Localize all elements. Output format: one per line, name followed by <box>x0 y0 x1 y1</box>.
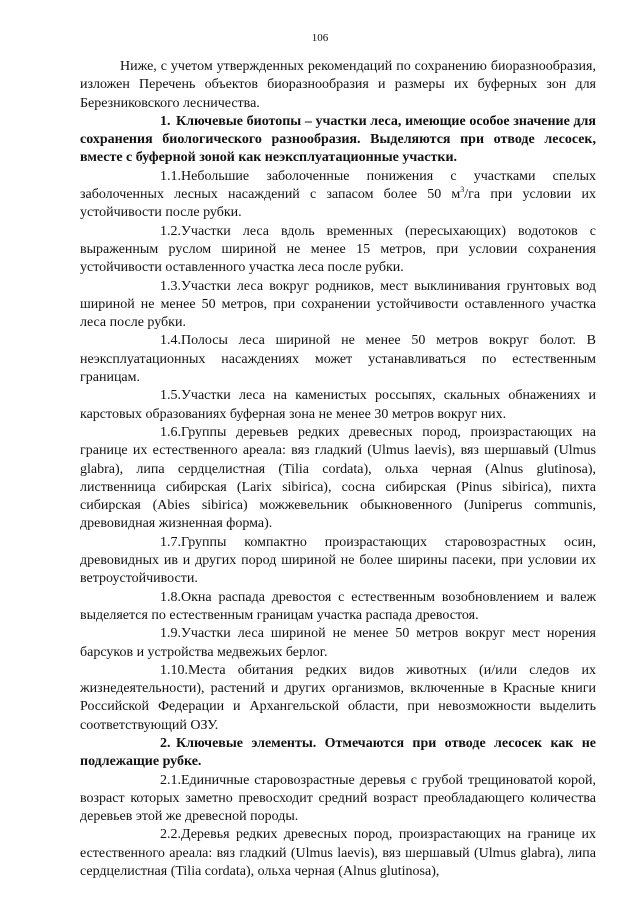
section-1-number: 1. <box>160 113 171 129</box>
item-1-3 <box>80 278 596 333</box>
item-number: 1.5. <box>160 388 181 404</box>
section-2-heading <box>80 735 596 772</box>
item-text: Небольшие заболоченные понижения с участками спелых заболоченных лесных насаждений с запасом более 50 м <box>80 168 596 203</box>
item-number: 1.10. <box>160 662 188 678</box>
item-number: 1.9. <box>160 626 181 642</box>
item-text: Участки леса шириной не менее 50 метров вокруг мест норения барсуков и устройства медвежьих берлог. <box>80 626 596 660</box>
item-1-5 <box>80 387 596 424</box>
document-body <box>80 58 596 881</box>
item-number: 2.1. <box>160 772 181 788</box>
item-number: 1.7. <box>160 534 181 550</box>
item-1-1 <box>80 168 596 223</box>
section-1-text: Ключевые биотопы – участки леса, имеющие особое значение для сохранения биологического разнообразия. Выделяются при отводе лесосек, вместе с буферной зоной как неэксплуатационные участки. <box>80 113 596 166</box>
item-text: Полосы леса шириной не менее 50 метров вокруг болот. В неэксплуатационных насаждениях может устанавливаться по естественным границам. <box>80 333 596 386</box>
item-text: /га при условии их устойчивости после рубки. <box>80 187 596 221</box>
item-1-4 <box>80 332 596 387</box>
item-1-10 <box>80 662 596 735</box>
section-2-text: Ключевые элементы. Отмечаются при отводе лесосек как не подлежащие рубке. <box>80 735 596 770</box>
intro-paragraph: Ниже, с учетом утвержденных рекомендаций по сохранению биоразнообразия, изложен Перечень объектов биоразнообразия и размеры их буферных зон для Березниковского лесничества. <box>80 59 596 111</box>
item-number: 1.4. <box>160 333 181 349</box>
item-number: 1.6. <box>160 424 181 440</box>
item-1-9 <box>80 625 596 662</box>
item-text: Участки леса на каменистых россыпях, скальных обнажениях и карстовых образованиях буферная зона не менее 30 метров вокруг них. <box>80 388 596 422</box>
item-text: Окна распада древостоя с естественным возобновлением и валеж выделяется по естественным границам участка распада древостоя. <box>80 589 596 623</box>
section-1-heading <box>80 113 596 168</box>
item-number: 1.3. <box>160 278 181 294</box>
item-2-2 <box>80 826 596 881</box>
item-text: Деревья редких древесных пород, произрастающих на границе их естественного ареала: вяз гладкий (Ulmus laevis), вяз шершавый (Ulmus glabra), липа сердцелистная (Tilia cordata), ольха черная (Alnus glutinosa), <box>80 827 596 880</box>
item-2-1 <box>80 772 596 827</box>
item-text: Участки леса вокруг родников, мест выклинивания грунтовых вод шириной не менее 50 метров, при сохранении устойчивости оставленного участка леса после рубки. <box>80 278 596 331</box>
item-number: 1.1. <box>160 168 181 184</box>
superscript: 3 <box>460 185 465 195</box>
item-number: 1.8. <box>160 589 181 605</box>
item-1-8 <box>80 589 596 626</box>
item-text: Единичные старовозрастные деревья с грубой трещиноватой корой, возраст которых заметно превосходит средний возраст преобладающего количества деревьев этой же древесной породы. <box>80 772 596 825</box>
section-2-number: 2. <box>160 735 171 751</box>
item-1-6 <box>80 424 596 534</box>
item-text: Участки леса вдоль временных (пересыхающих) водотоков с выраженным руслом шириной не менее 15 метров, при условии сохранения устойчивости оставленного участка леса после рубки. <box>80 223 596 276</box>
item-text: Места обитания редких видов животных (и/или следов их жизнедеятельности), растений и других организмов, включенные в Красные книги Российской Федерации и Архангельской области, при невозможности выделить соответствующий ОЗУ. <box>80 662 596 733</box>
item-text: Группы деревьев редких древесных пород, произрастающих на границе их естественного ареала: вяз гладкий (Ulmus laevis), вяз шершавый (Ulmus glabra), липа сердцелистная (Tilia cordata), ольха черная (Alnus glutinosa), лиственница сибирская (Larix sibirica), сосна сибирская (Pinus sibirica), пихта сибирская (Abies sibirica) можжевельник обыкновенного (Juniperus communis, древовидная жизненная форма). <box>80 424 596 532</box>
page-number: 106 <box>311 32 329 44</box>
item-number: 2.2. <box>160 827 181 843</box>
item-1-7 <box>80 534 596 589</box>
item-text: Группы компактно произрастающих старовозрастных осин, древовидных ив и других пород шириной не более ширины пасеки, при условии их ветроустойчивости. <box>80 534 596 587</box>
item-1-2 <box>80 223 596 278</box>
item-number: 1.2. <box>160 223 181 239</box>
